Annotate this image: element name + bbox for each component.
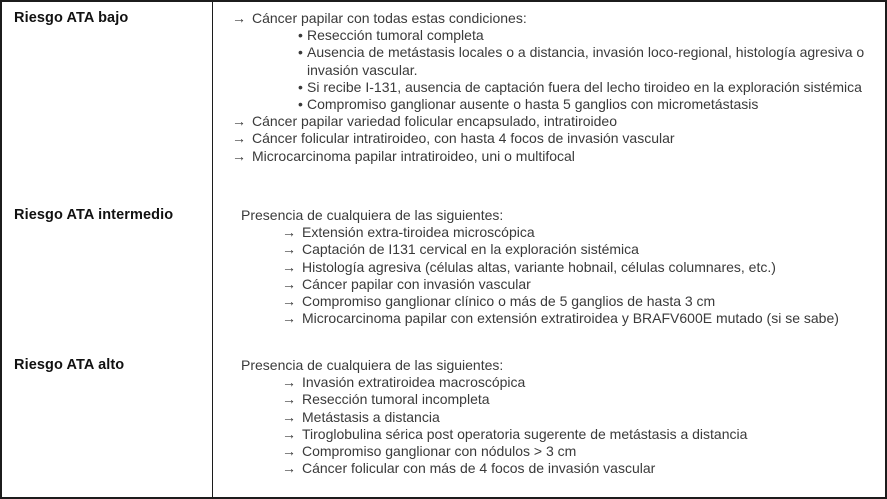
arrow-icon: →: [282, 293, 296, 310]
item-text: Compromiso ganglionar clínico o más de 5 ganglios de hasta 3 cm: [302, 293, 716, 310]
list-item: [298, 96, 879, 113]
item-text: Ausencia de metástasis locales o a distancia, invasión loco-regional, histología agresiva o invasión vascular.: [307, 44, 865, 78]
row-content: [213, 2, 885, 199]
list-item: [282, 374, 879, 391]
item-text: Extensión extra-tiroidea microscópica: [302, 224, 535, 241]
bullet-icon: •: [298, 44, 303, 61]
item-text: Microcarcinoma papilar con extensión extratiroidea y BRAFV600E mutado (si se sabe): [302, 310, 839, 327]
arrow-icon: →: [282, 275, 296, 292]
list-item: [232, 10, 879, 27]
row-label: Riesgo ATA alto: [2, 349, 213, 497]
list-item: [282, 409, 879, 426]
arrow-icon: →: [232, 10, 246, 26]
list-item: [282, 426, 879, 443]
bullet-icon: •: [298, 78, 303, 95]
item-text: Compromiso ganglionar con nódulos > 3 cm: [302, 443, 577, 460]
arrow-icon: →: [282, 241, 296, 258]
arrow-icon: →: [282, 391, 296, 408]
item-text: Captación de I131 cervical en la exploración sistémica: [302, 241, 639, 258]
list-item: [282, 310, 879, 327]
arrow-icon: →: [232, 130, 246, 147]
arrow-icon: →: [282, 258, 296, 275]
list-item: [298, 27, 879, 44]
item-text: Cáncer papilar con invasión vascular: [302, 275, 531, 292]
item-text: Cáncer papilar con todas estas condiciones:: [252, 10, 527, 26]
item-text: Cáncer folicular con más de 4 focos de invasión vascular: [302, 460, 656, 477]
list-item: [282, 259, 879, 276]
intro-line: Presencia de cualquiera de las siguientes:: [241, 357, 504, 373]
item-text: Invasión extratiroidea macroscópica: [302, 374, 526, 391]
item-text: Resección tumoral completa: [307, 27, 484, 44]
table-row: [2, 349, 885, 497]
intro-line: Presencia de cualquiera de las siguientes:: [241, 207, 504, 223]
list-item: [282, 460, 879, 477]
list-item: [232, 148, 879, 165]
list-item: [282, 391, 879, 408]
arrow-icon: →: [282, 374, 296, 391]
bullet-icon: •: [298, 96, 303, 113]
item-text: Metástasis a distancia: [302, 408, 440, 425]
table-row: [2, 199, 885, 349]
arrow-icon: →: [282, 408, 296, 425]
list-item: [282, 241, 879, 258]
item-text: Cáncer papilar variedad folicular encapsulado, intratiroideo: [252, 113, 617, 130]
list-item: [282, 293, 879, 310]
list-item: [282, 224, 879, 241]
list-item: [282, 276, 879, 293]
arrow-icon: →: [282, 224, 296, 241]
arrow-icon: →: [232, 147, 246, 164]
list-item: [282, 443, 879, 460]
item-text: Resección tumoral incompleta: [302, 391, 490, 408]
item-text: Cáncer folicular intratiroideo, con hasta 4 focos de invasión vascular: [252, 130, 675, 147]
arrow-icon: →: [282, 425, 296, 442]
arrow-icon: →: [282, 460, 296, 477]
item-text: Tiroglobulina sérica post operatoria sugerente de metástasis a distancia: [302, 425, 748, 442]
list-item: [298, 44, 879, 78]
item-text: Si recibe I-131, ausencia de captación fuera del lecho tiroideo en la exploración sistémica: [307, 78, 862, 95]
row-label: Riesgo ATA intermedio: [2, 199, 213, 349]
list-item: [232, 130, 879, 147]
item-text: Compromiso ganglionar ausente o hasta 5 ganglios con micrometástasis: [307, 96, 759, 113]
list-item: [232, 113, 879, 130]
arrow-icon: →: [282, 443, 296, 460]
item-text: Histología agresiva (células altas, variante hobnail, células columnares, etc.): [302, 258, 776, 275]
arrow-icon: →: [232, 113, 246, 130]
list-item: [298, 79, 879, 96]
row-label: Riesgo ATA bajo: [2, 2, 213, 199]
row-content: [213, 349, 885, 497]
arrow-icon: →: [282, 310, 296, 327]
table-row: [2, 2, 885, 199]
item-text: Microcarcinoma papilar intratiroideo, uni o multifocal: [252, 147, 575, 164]
bullet-icon: •: [298, 27, 303, 44]
row-content: [213, 199, 885, 349]
